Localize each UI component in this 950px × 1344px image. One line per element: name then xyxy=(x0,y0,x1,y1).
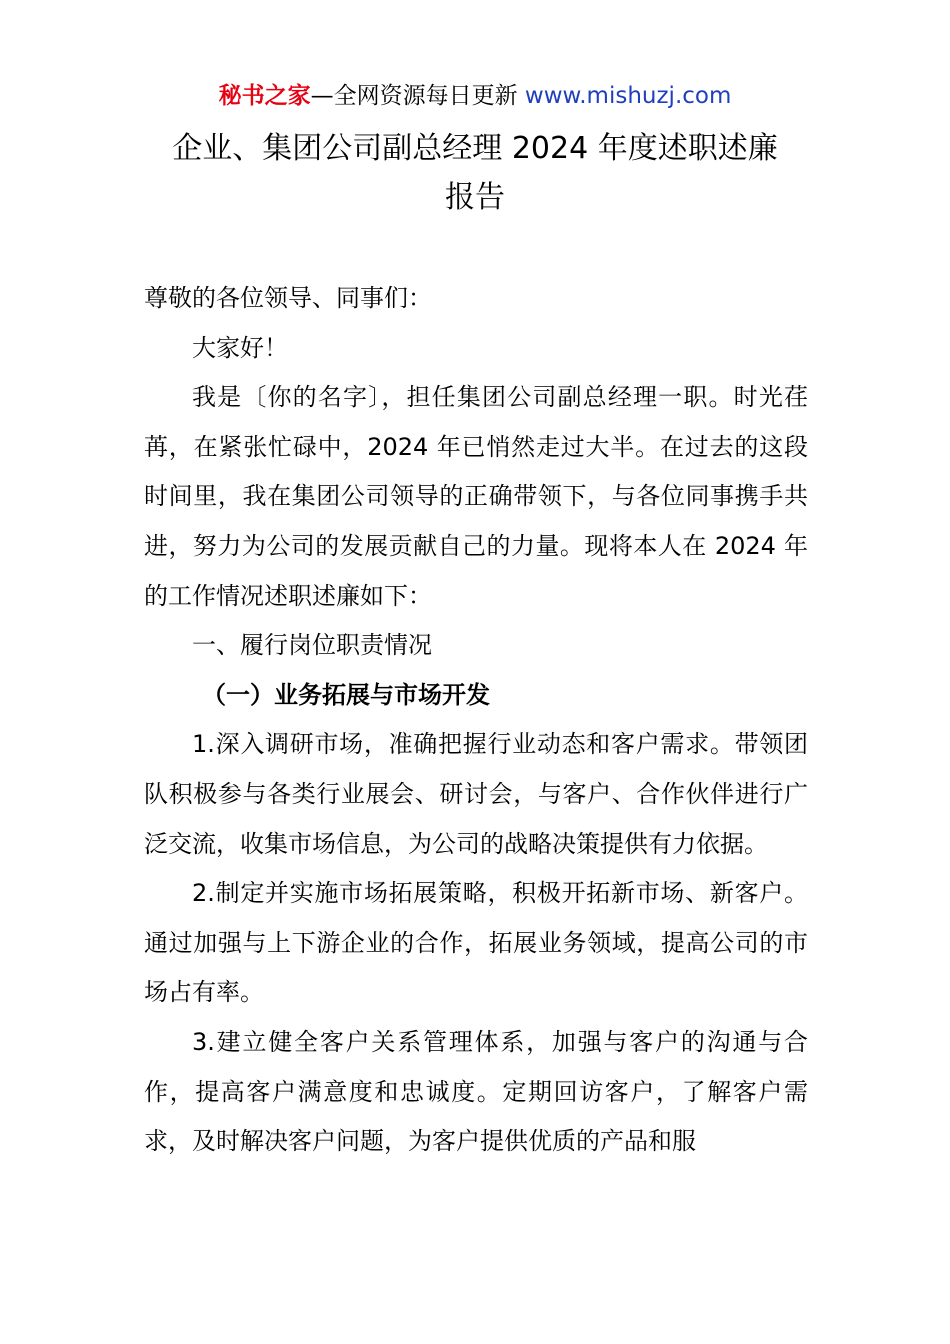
document-title xyxy=(0,124,950,222)
site-header xyxy=(0,80,950,112)
paragraph-item-1: 1.深入调研市场，准确把握行业动态和客户需求。带领团队积极参与各类行业展会、研讨会，与客户、合作伙伴进行广泛交流，收集市场信息，为公司的战略决策提供有力依据。 xyxy=(144,730,808,858)
intro-paragraph: 我是〔你的名字〕，担任集团公司副总经理一职。时光荏苒，在紧张忙碌中，2024 年已悄然走过大半。在过去的这段时间里，我在集团公司领导的正确带领下，与各位同事携手共进，努力为公司的发展贡献自己的力量。现将本人在 2024 年的工作情况述职述廉如下： xyxy=(144,383,808,610)
greeting: 大家好！ xyxy=(192,333,288,362)
section-heading-1: 一、履行岗位职责情况 xyxy=(192,631,432,660)
paragraph-item-3: 3.建立健全客户关系管理体系，加强与客户的沟通与合作，提高客户满意度和忠诚度。定期回访客户，了解客户需求，及时解决客户问题，为客户提供优质的产品和服 xyxy=(144,1027,808,1156)
title-line-1: 企业、集团公司副总经理 2024 年度述职述廉 xyxy=(172,131,778,166)
header-slogan: —全网资源每日更新 xyxy=(310,83,525,109)
site-url-link[interactable]: www.mishuzj.com xyxy=(524,83,732,109)
title-line-2: 报告 xyxy=(445,180,505,215)
document-body xyxy=(144,274,808,1167)
subsection-heading-1: （一）业务拓展与市场开发 xyxy=(202,680,490,709)
paragraph-item-2: 2.制定并实施市场拓展策略，积极开拓新市场、新客户。通过加强与上下游企业的合作，拓展业务领域，提高公司的市场占有率。 xyxy=(144,879,808,1007)
salutation: 尊敬的各位领导、同事们： xyxy=(144,284,432,312)
brand-name: 秘书之家 xyxy=(218,83,311,109)
